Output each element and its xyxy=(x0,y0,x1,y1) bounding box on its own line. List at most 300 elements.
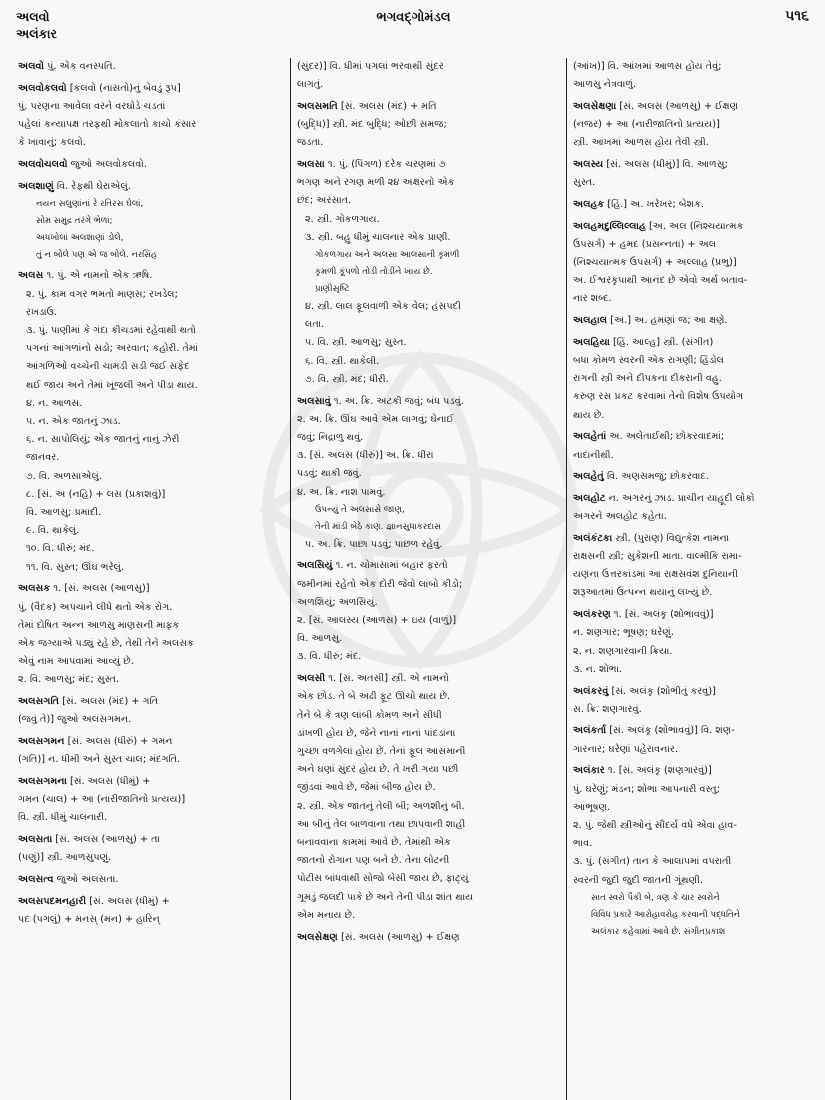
entry-line xyxy=(573,352,809,370)
entry-line xyxy=(18,580,284,598)
entry-line xyxy=(18,751,284,769)
definition-text: ગૂમડું જલદી પાકે છે અને તેની પીડા શાંત થાય xyxy=(297,891,474,903)
headword: અલહિયા xyxy=(573,336,610,348)
entry-line xyxy=(573,334,809,352)
entry-line xyxy=(297,612,560,630)
definition-text: પદ (પગલું) + મનસ્ (મન) + હારિન્ xyxy=(18,913,160,925)
dictionary-entry xyxy=(573,98,809,153)
dictionary-entry xyxy=(297,393,560,554)
entry-line xyxy=(18,893,284,911)
dictionary-entry xyxy=(18,871,284,889)
guide-word-last: અલંકાર xyxy=(16,26,57,41)
headword: અલસિયું xyxy=(297,560,333,572)
entry-line xyxy=(18,58,284,76)
definition-text: [હિં. આલ્હ] સ્ત્રી. (સંગીત) xyxy=(609,336,714,348)
definition-text: એક છોડ. તે બે અઢી ફૂટ ઊંચો થાય છે. xyxy=(297,691,451,703)
entry-line xyxy=(573,701,809,719)
definition-text: વિ. અણસમજું; છોકરવાદ. xyxy=(603,471,709,483)
definition-text: પું. એક વનસ્પતિ. xyxy=(44,61,116,72)
sense-line: પગનાં આંગળાંનો સડો; અરવાત; કહોરી. તેમાં xyxy=(26,343,199,355)
definition-text: પોટીસ બાંધવાથી સોજો બેસી જાય છે, ફાટ્યું xyxy=(297,873,469,885)
definition-text: [સં. અલસ (આળસુ) + ઈક્ષણ xyxy=(337,931,460,943)
headword: અલસા xyxy=(297,159,325,171)
entry-line xyxy=(573,508,809,526)
entry-line xyxy=(297,116,560,134)
definition-text: સ્વરની જુદી જુદી જાતની ગૂંથણી. xyxy=(573,874,704,886)
definition-text: સુસ્ત. xyxy=(573,177,596,189)
headword: અલસમતિ xyxy=(297,100,338,112)
dictionary-entry xyxy=(573,530,809,603)
definition-text: જવું; નિદ્રાળુ થવું. xyxy=(297,431,364,443)
definition-text: નાદાનીથી. xyxy=(573,449,614,461)
entry-line xyxy=(573,312,809,330)
headword: અલશાણું xyxy=(18,180,54,192)
entry-line xyxy=(297,907,560,925)
entry-line xyxy=(573,174,809,192)
guide-word-first: અલવો xyxy=(16,9,50,24)
dictionary-entry xyxy=(297,156,560,389)
sense-line: વિ. આળસુ; પ્રમાદી. xyxy=(26,507,102,519)
dictionary-entry xyxy=(573,218,809,309)
entry-line xyxy=(573,643,809,661)
headword: અલસત્વ xyxy=(18,873,54,885)
entry-line xyxy=(18,267,284,285)
sense-line: ૫. અ. ક્રિ. પાછા પડવું; પાછળ રહેવું. xyxy=(305,538,443,550)
entry-line xyxy=(18,711,284,729)
definition-text: ભાવ. xyxy=(573,838,593,850)
definition-text: વિ. આળસુ. xyxy=(297,633,343,645)
entry-line xyxy=(573,683,809,701)
dictionary-entry xyxy=(573,156,809,192)
definition-text: [સં. અલસ (ધીમું) + xyxy=(86,895,170,907)
quotation-line: સોમ સમુદ્ર તરંગે ભેળાં; xyxy=(36,215,113,226)
entry-line xyxy=(573,530,809,548)
entry-line xyxy=(18,178,284,196)
page-header xyxy=(12,6,815,50)
sense-line: ૫. ન. એક જાતનું ઝાડ. xyxy=(26,416,121,428)
definition-text: [સં. અલસ (ધીમું) + xyxy=(66,775,151,787)
definition-text: જીંડવાં આવે છે, જેમાં બીજ હોય છે. xyxy=(297,782,436,794)
definition-text: ૩. વિ. ધીરું; મંદ. xyxy=(297,651,362,663)
entry-line xyxy=(573,468,809,486)
dictionary-entry xyxy=(18,831,284,867)
definition-text: અળશિયું; અળસિયું. xyxy=(297,596,378,608)
headword: અલંકરવું xyxy=(573,685,609,697)
quotation-line: ઉપન્યું તે અલસાસે જાણ, xyxy=(315,504,405,515)
entry-line xyxy=(297,134,560,152)
dictionary-entry xyxy=(18,178,284,264)
quotation-line: અધખોલાં અલશાણાં ડોલે, xyxy=(36,232,124,243)
definition-text: [કલવો (નાસતો)નું બેવડું રૂપ] xyxy=(66,82,181,94)
definition-text: સ્ત્રી. (પુરાણ) વિદ્યુત્કેશ નામના xyxy=(612,532,730,544)
entry-line xyxy=(18,773,284,791)
entry-line xyxy=(573,58,809,76)
definition-text: ન. અગરનું ઝાડ. પ્રાચીન યાહૂદી લોકો xyxy=(605,492,755,504)
definition-text: ગુચ્છા વળગેલા હોય છે. તેનાં ફૂલ આસમાની xyxy=(297,746,466,757)
definition-text: (જવું તે)] જુઓ અલસગમન. xyxy=(18,714,132,726)
entry-line xyxy=(18,635,284,653)
dictionary-entry xyxy=(18,893,284,929)
headword: અલસી xyxy=(297,673,326,685)
headword: અલસેક્ષણ xyxy=(297,931,338,943)
definition-text: ૩. ન. શોભા. xyxy=(573,663,623,675)
definition-text: (નજર) + આ (નારીજાતિનો પ્રત્યય)] xyxy=(573,119,720,131)
dictionary-entry xyxy=(18,58,284,76)
entry-line xyxy=(18,116,284,134)
entry-line xyxy=(573,490,809,508)
definition-text: [સં. અલંકૃ (શોભાવવું)] વિ. શણ- xyxy=(606,725,735,737)
definition-text: [સં. અલસ (ધીમું)] વિ. આળસુ; xyxy=(603,159,728,171)
definition-text: [સં. અલંકૃ (શોભીતું કરવું)] xyxy=(608,685,716,697)
entry-line xyxy=(297,816,560,834)
entry-line xyxy=(573,156,809,174)
entry-line xyxy=(573,428,809,446)
definition-text: ૨. પું. જેથી સ્ત્રીઓનું સૌંદર્ય વધે એવા હાવ- xyxy=(573,819,737,831)
dictionary-entry xyxy=(573,196,809,214)
sense-line: ૧૧. વિ. સુસ્ત; ઊંઘ ભરેલું. xyxy=(26,561,125,573)
headword: અલવોચલવો xyxy=(18,159,68,171)
sense-line: ૮. [સં. અ (નહિ) + લસ (પ્રકાશવું)] xyxy=(26,488,166,500)
entry-line xyxy=(573,218,809,236)
quotation-line: કૃમળી કૂંપળો તોડી તોડીને ખાય છે. xyxy=(315,267,433,278)
quotation-line: અલંકાર કહેવામાં આવે છે. સંગીતપ્રકાશ xyxy=(591,926,726,937)
entry-line xyxy=(573,134,809,152)
dictionary-entry xyxy=(573,468,809,486)
entry-line xyxy=(297,670,560,688)
dictionary-entry xyxy=(573,762,809,940)
quotation-line: ગોકળગાય અને અલસા આલસાની કૃમળી xyxy=(315,250,460,261)
sense-line: ૨. સ્ત્રી. ગોકળગાય. xyxy=(305,213,380,225)
entry-line xyxy=(297,834,560,852)
headword: અલસપદમનહારી xyxy=(18,895,87,907)
entry-line xyxy=(297,870,560,888)
sense-line: ૧૦. વિ. ધીરું; મંદ. xyxy=(26,543,95,555)
definition-text: ૪. અ. ક્રિ. નાશ પામવું. xyxy=(297,486,386,498)
entry-line xyxy=(297,447,560,465)
headword: અલસગમના xyxy=(18,775,67,787)
entry-line xyxy=(18,80,284,98)
entry-line xyxy=(297,743,560,761)
entry-line xyxy=(297,761,560,779)
definition-text: એમ મનાય છે. xyxy=(297,909,356,921)
entry-line xyxy=(573,799,809,817)
entry-line xyxy=(573,447,809,465)
definition-text: એક જગ્યાએ પડ્યું રહે છે, તેથી તેને અલસક xyxy=(18,637,195,649)
quotation-line: વિવિધ પ્રકારે આરોહાવરોહ કરવાની પદ્ધતિને xyxy=(591,909,741,920)
entry-line xyxy=(297,929,560,947)
entry-line xyxy=(573,872,809,890)
column-3 xyxy=(566,58,815,1100)
definition-text: પડવું; થાકી જવું. xyxy=(297,468,362,480)
definition-text: ૨. વિ. આળસુ; મંદ; સુસ્ત. xyxy=(18,674,120,686)
entry-line xyxy=(573,548,809,566)
quotation-line: તું ન બોલે પણ એ જ બોલે. નરસિંહ xyxy=(36,249,158,260)
entry-line xyxy=(297,779,560,797)
definition-text: અ. ઈશ્વરકૃપાથી આનંદ છે એવો અર્થ બતાવ- xyxy=(573,275,748,287)
definition-text: આભૂષણ. xyxy=(573,801,611,813)
entry-line xyxy=(18,831,284,849)
definition-text: શરૂઆતમાં ઉત્પન્ન થયાનું લખ્યું છે. xyxy=(573,587,713,599)
entry-line xyxy=(297,98,560,116)
entry-line xyxy=(18,809,284,827)
definition-text: ૧. [સં. અતસી] સ્ત્રી. એ નામનો xyxy=(325,673,449,685)
definition-text: [સં. અલસ (આળસુ) + ઈક્ષણ xyxy=(616,100,739,112)
entry-line xyxy=(18,134,284,152)
definition-text: આળસુ નેત્રવાળું. xyxy=(573,79,637,91)
sense-line: ૩. પું. પાણીમાં કે ગંદા કીચડમાં રહેવાથી થતો xyxy=(26,325,196,337)
entry-line xyxy=(573,236,809,254)
dictionary-entry xyxy=(573,312,809,330)
quotation-line: પ્રાણીસૃષ્ટિ xyxy=(315,284,350,295)
headword: અલસગતિ xyxy=(18,696,60,708)
entry-line xyxy=(573,741,809,759)
entry-line xyxy=(573,762,809,780)
entry-line xyxy=(18,733,284,751)
definition-text: ઉપસર્ગ) + હમદ (પ્રસન્નતા) + અલ xyxy=(573,238,717,250)
entry-line xyxy=(18,693,284,711)
entry-line xyxy=(573,98,809,116)
sense-line: ૫. વિ. સ્ત્રી. આળસુ; સુસ્ત. xyxy=(305,337,407,349)
definition-text: જમીનમાં રહેતો એક દોરી જેવો લાંબો કીડો; xyxy=(297,578,463,590)
headword: અલંકરણ xyxy=(573,609,611,621)
dictionary-entry xyxy=(18,580,284,689)
dictionary-entry xyxy=(573,606,809,679)
headword: અલસ xyxy=(18,270,44,282)
entry-line xyxy=(18,98,284,116)
entry-line xyxy=(573,290,809,308)
definition-text: અગરને અલહોટ કહેતા. xyxy=(573,511,667,523)
headword: અલસક xyxy=(18,583,51,595)
definition-text: પું. પરણના આવેલા વરને વરઘોડે ચડતાં xyxy=(18,100,166,112)
quotation-line: સાત સ્વરો પૈકી બે, ત્રણ કે ચાર સ્વરોને xyxy=(591,892,720,903)
dictionary-entry xyxy=(573,58,809,94)
entry-line xyxy=(18,599,284,617)
definition-text: ૨. [સં. આલસ્ય (આળસ) + ઇય (વાળું)] xyxy=(297,615,457,627)
sense-line: રખડાઉ. xyxy=(26,306,58,318)
definition-text: આ બીનું તેલ બાળવાના તથા છાપવાની શાહી xyxy=(297,818,466,830)
entry-line xyxy=(573,853,809,871)
definition-text: એવું નામ આપવામાં આવ્યું છે. xyxy=(18,656,134,668)
entry-line xyxy=(573,196,809,214)
dictionary-entry xyxy=(573,334,809,425)
entry-line xyxy=(297,465,560,483)
entries-columns xyxy=(12,58,815,1100)
entry-line xyxy=(18,617,284,635)
sense-line: ૬. વિ. સ્ત્રી. થાકેલી. xyxy=(305,355,380,367)
dictionary-entry xyxy=(297,58,560,94)
sense-line: થઈ જાય અને તેમાં ખૂજલી અને પીડા થાય. xyxy=(26,379,198,391)
entry-line xyxy=(573,272,809,290)
definition-text: તેને બે કે ત્રણ લાંબી કોમળ અને સીધી xyxy=(297,709,442,721)
headword: અલસેક્ષણા xyxy=(573,100,617,112)
entry-line xyxy=(18,653,284,671)
definition-text: અને ઘણાં સુંદર હોય છે. તે ખરી ગયા પછી xyxy=(297,764,459,776)
definition-text: ૨. અ. ક્રિ. ઊંઘ આવે એમ લાગવું; ઘેનાઈ xyxy=(297,413,454,425)
sense-line: ૭. વિ. અળસાએલું. xyxy=(26,470,102,482)
entry-line xyxy=(297,576,560,594)
definition-text: ન. શણગાર; ભૂષણ; ઘરેણું. xyxy=(573,627,674,639)
dictionary-entry xyxy=(18,693,284,729)
definition-text: બધા કોમળ સ્વરની એક રાગણી; હિંડોલ xyxy=(573,355,724,367)
definition-text: [હિં.] અ. ખરેખર; બેશક. xyxy=(604,198,704,210)
definition-text: ૩. [સં. અલસ (ધીરું)] અ. ક્રિ. ધીરા xyxy=(297,450,434,462)
entry-line xyxy=(297,76,560,94)
entry-line xyxy=(297,707,560,725)
definition-text: [સં. અલસ (મંદ) + ગતિ xyxy=(59,696,159,708)
sense-line: ૪. ન. આળસ. xyxy=(26,397,83,409)
headword: અલહોટ xyxy=(573,492,606,504)
entry-line xyxy=(18,911,284,929)
dictionary-entry xyxy=(18,733,284,769)
headword: અલહેતું xyxy=(573,471,604,483)
entry-line xyxy=(573,835,809,853)
sense-line: જાનવર. xyxy=(26,452,60,464)
definition-text: રાગની સ્ત્રી અને દીપકના દીકરાની વહુ. xyxy=(573,373,722,385)
entry-line xyxy=(573,407,809,425)
definition-text: (નિશ્ચયાત્મક ઉપસર્ગ) + અલ્લાહ (પ્રભુ)] xyxy=(573,257,737,269)
page-number: ૫૧૬ xyxy=(785,8,809,24)
definition-text: સ. ક્રિ. શણગારવું. xyxy=(573,703,642,715)
sense-line: લતા. xyxy=(305,319,325,331)
definition-text: ૧. [સં. અલંકૃ (શણગારવું)] xyxy=(604,765,712,777)
definition-text: પું. ઘરેણું; મંડન; શોભા આપનારી વસ્તુ; xyxy=(573,783,720,795)
sense-line: ૬. ન. સાપોલિયું; એક જાતનું નાનું ઝેરી xyxy=(26,434,180,446)
sense-line: આંગળિઓ વચ્ચેની ચામડી સડી જઈ સફેદ xyxy=(26,361,190,373)
definition-text: ૧. પું. એ નામનો એક ઋષિ. xyxy=(43,270,153,282)
dictionary-entry xyxy=(297,929,560,947)
entry-line xyxy=(573,781,809,799)
headword: અલવોકલવો xyxy=(18,82,67,94)
entry-line xyxy=(573,76,809,94)
headword: અલસતા xyxy=(18,834,53,846)
entry-line xyxy=(573,116,809,134)
entry-line xyxy=(297,156,560,174)
entry-line xyxy=(573,566,809,584)
definition-text: (આંખ)] વિ. આંખમાં આળસ હોય તેવું; xyxy=(573,61,722,72)
entry-line xyxy=(297,798,560,816)
entry-line xyxy=(18,871,284,889)
headword: અલસાવું xyxy=(297,395,331,407)
definition-text: લાગતું. xyxy=(297,79,324,91)
entry-line xyxy=(18,671,284,689)
entry-line xyxy=(573,370,809,388)
dictionary-entry xyxy=(18,773,284,828)
entry-line xyxy=(297,192,560,210)
headword: અલહક xyxy=(573,198,605,210)
entry-line xyxy=(297,852,560,870)
definition-text: જુઓ અલસતા. xyxy=(53,873,119,885)
dictionary-entry xyxy=(18,156,284,174)
headword: અલંકાર xyxy=(573,765,605,777)
dictionary-entry xyxy=(573,490,809,526)
entry-line xyxy=(297,557,560,575)
definition-text: પહેલાં કન્યાપક્ષ તરફથી મોકલાતો કાચો કંસાર xyxy=(18,119,197,131)
definition-text: [સં. અલસ (મંદ) + મતિ xyxy=(337,100,437,112)
entry-line xyxy=(297,174,560,192)
definition-text: (પણું)] સ્ત્રી. આળસુપણું. xyxy=(18,852,112,864)
entry-line xyxy=(573,254,809,272)
definition-text: ૧. ન. ચોમાસામાં બહાર ફરતો xyxy=(332,560,448,572)
definition-text: યણના ઉત્તરકાંડમાં આ રાક્ષસવંશ દુનિયાની xyxy=(573,569,738,581)
entry-line xyxy=(297,688,560,706)
entry-line xyxy=(297,393,560,411)
entry-line xyxy=(297,58,560,76)
entry-line xyxy=(573,606,809,624)
entry-line xyxy=(18,791,284,809)
definition-text: ગમન (ચાલ) + આ (નારીજાતિનો પ્રત્યય)] xyxy=(18,794,186,806)
definition-text: જાતનો રોગાન પણ બને છે. તેના લોટની xyxy=(297,855,450,867)
definition-text: ડાંખળી હોય છે, જેને નાનાં નાનાં પાંદડાંના xyxy=(297,727,456,739)
definition-text: (બુદ્ધિ)] સ્ત્રી. મંદ બુદ્ધિ; ઓછી સમજ; xyxy=(297,119,447,131)
dictionary-entry xyxy=(573,683,809,719)
headword: અલસ્ય xyxy=(573,159,604,171)
headword: અલહમદુલ્લિલ્લાહ xyxy=(573,220,646,232)
sense-line: ૪. સ્ત્રી. લાલ ફૂલવાળી એક વેલ; હંસપદી xyxy=(305,301,461,313)
dictionary-entry xyxy=(297,670,560,925)
definition-text: જડતા. xyxy=(297,137,324,149)
entry-line xyxy=(573,817,809,835)
definition-text: (ગતિ)] ન. ધીમી અને સુસ્ત ચાલ; મંદગતિ. xyxy=(18,754,181,766)
dictionary-entry xyxy=(297,98,560,153)
entry-line xyxy=(573,722,809,740)
dictionary-entry xyxy=(297,557,560,666)
entry-line xyxy=(297,411,560,429)
definition-text: કરુણ રસ પ્રકટ કરવામાં તેનો વિશેષ ઉપયોગ xyxy=(573,391,744,403)
sense-line: ૯. વિ. થાકેલું. xyxy=(26,525,80,537)
definition-text: બનાવવાના કામમાં આવે છે. તેમાંથી એક xyxy=(297,837,451,849)
dictionary-entry xyxy=(18,267,284,576)
entry-line xyxy=(573,584,809,602)
definition-text: રાક્ષસની સ્ત્રી; સુકેશની માતા. વાલ્મીકિ રામા- xyxy=(573,551,742,563)
definition-text: કે ખાવાનું; કલવો. xyxy=(18,137,86,149)
definition-text: થાય છે. xyxy=(573,409,605,421)
entry-line xyxy=(297,648,560,666)
definition-text: [અ.] અ. હમણાં જ; આ ક્ષણે. xyxy=(607,315,728,327)
definition-text: છંદ; અરસાત. xyxy=(297,195,352,207)
headword: અલસગમન xyxy=(18,736,65,747)
sense-line: ૨. પું. કામ વગર ભમતો માણસ; રખડેલ; xyxy=(26,288,178,300)
definition-text: સ્ત્રી. આંખમાં આળસ હોય તેવી સ્ત્રી. xyxy=(573,137,709,149)
entry-line xyxy=(573,388,809,406)
sense-line: ૩. સ્ત્રી. બહુ ધીમું ચાલનાર એક પ્રાણી. xyxy=(305,231,451,243)
definition-text: પું. (વૈદક) અપચાને લીધે થતો એક રોગ. xyxy=(18,601,173,613)
quotation-line: નયન સલુણાંનાં રે રતિરસ ઘેલાં, xyxy=(36,198,144,209)
headword: અલંકર્તા xyxy=(573,725,607,737)
definition-text: [સં. અલસ (ધીરું) + ગમન xyxy=(64,736,173,747)
definition-text: ૧. [સં. અલંકૃ (શોભાવવું)] xyxy=(610,609,714,621)
definition-text: [સં. અલસ (આળસુ) + તા xyxy=(52,834,160,846)
entry-line xyxy=(297,484,560,502)
dictionary-entry xyxy=(573,722,809,758)
definition-text: ૩. પું. (સંગીત) તાન કે આલાપમાં વપરાતી xyxy=(573,856,732,868)
dictionary-entry xyxy=(573,428,809,464)
definition-text: ભગણ અને રગણ મળી ૨૪ અક્ષરનો એક xyxy=(297,177,455,189)
definition-text: ૨. ન. શણગારવાની ક્રિયા. xyxy=(573,645,673,657)
entry-line xyxy=(573,624,809,642)
headword: અલહેતાં xyxy=(573,431,607,443)
entry-line xyxy=(297,630,560,648)
quotation-line: તેની માંડી બેઠે કાણ. જ્ઞાનસુધાકરદાસ xyxy=(315,521,442,532)
column-2 xyxy=(290,58,566,1100)
dictionary-entry xyxy=(18,80,284,153)
entry-line xyxy=(297,725,560,743)
definition-text: તેમાં દોષિત અન્ન આળસુ માણસની માફક xyxy=(18,619,180,631)
entry-line xyxy=(18,156,284,174)
entry-line xyxy=(297,429,560,447)
definition-text: ૧. [સં. અલસ (આળસુ)] xyxy=(50,583,150,595)
running-title: ભગવદ્ગોમંડલ xyxy=(376,10,451,25)
definition-text: ૨. સ્ત્રી. એક જાતનું તેલી બી; અળશીનું બી. xyxy=(297,800,465,812)
